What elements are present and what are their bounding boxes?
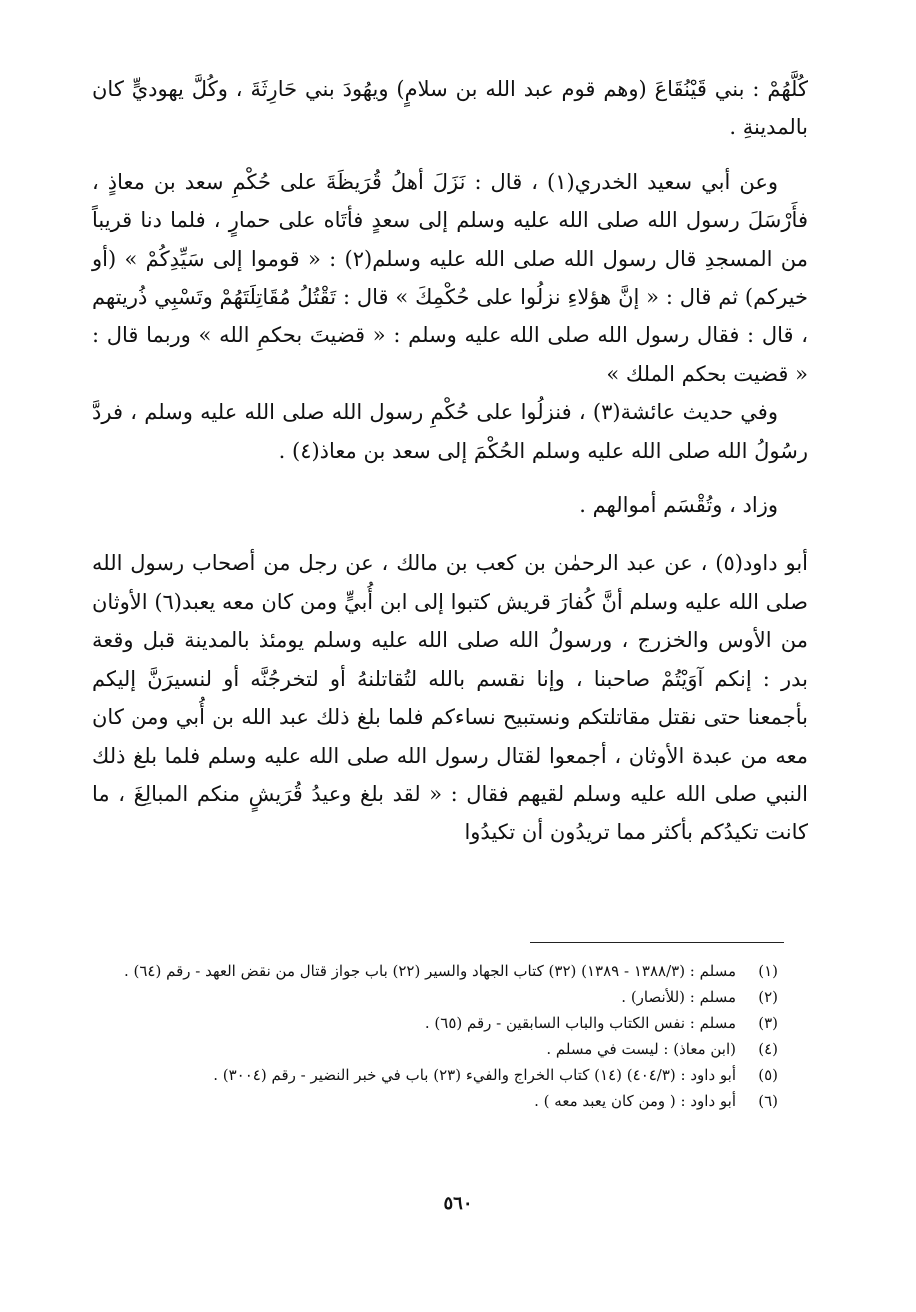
footnote <box>92 1036 808 1062</box>
footnote-text: أبو داود : ( ومن كان يعبد معه ) . <box>534 1092 736 1110</box>
footnote <box>92 984 808 1010</box>
footnote <box>92 958 808 984</box>
page-number: ٥٦٠ <box>443 1193 473 1214</box>
paragraph-5: أبو داود(٥) ، عن عبد الرحمٰن بن كعب بن مالك ، عن رجل من أصحاب رسول الله صلى الله عليه وسلم أنَّ كُفارَ قريش كتبوا إلى ابن أُبيٍّ ومن كان معه يعبد(٦) الأوثان من الأوس والخزرج ، ورسولُ الله صلى الله عليه وسلم يومئذ بالمدينة قبل وقعة بدر : إنكم آوَيْتُمْ صاحبنا ، وإنا نقسم بالله لتُقاتلنهُ أو لتخرجُنَّه أو لنسيرَنَّ إليكم بأجمعنا حتى نقتل مقاتلتكم ونستبيح نساءكم فلما بلغ ذلك عبد الله بن أُبي ومن كان معه من عبدة الأوثان ، أجمعوا لقتال رسول الله صلى الله عليه وسلم فلما بلغ ذلك النبي صلى الله عليه وسلم لقيهم فقال : « لقد بلغ وعيدُ قُرَيشٍ منكم المبالِغَ ، ما كانت تكيدُكم بأكثر مما تريدُون أن تكيدُوا <box>92 551 809 845</box>
paragraph-2: وعن أبي سعيد الخدري(١) ، قال : نَزَلَ أهلُ قُرَيظَةَ على حُكْمِ سعد بن معاذٍ ، فأَرْسَلَ رسول الله صلى الله عليه وسلم إلى سعدٍ فأتَاه على حمارٍ ، فلما دنا قريباً من المسجدِ قال رسول الله صلى الله عليه وسلم(٢) : « قوموا إلى سَيِّدِكُمْ » (أو خيركم) ثم قال : « إنَّ هؤلاءِ نزلُوا على حُكْمِكَ » قال : تَقْتُلُ مُقَاتِلَتَهُمْ وتَسْبِي ذُريتهم ، قال : فقال رسول الله صلى الله عليه وسلم : « قضيتَ بحكمِ الله » وربما قال : « قضيت بحكم الملك » <box>92 169 808 386</box>
paragraph-4: وزاد ، وتُقْسَم أموالهم . <box>579 493 778 518</box>
footnote-number: (٦) <box>758 1092 778 1110</box>
paragraph-3: وفي حديث عائشة(٣) ، فنزلُوا على حُكْمِ رسول الله صلى الله عليه وسلم ، فردَّ رسُولُ الله صلى الله عليه وسلم الحُكْمَ إلى سعد بن معاذ(٤) . <box>92 400 808 463</box>
footnote <box>92 1010 808 1036</box>
footnote-number: (٢) <box>758 988 778 1006</box>
footnote-text: مسلم : (١٣٨٨/٣ - ١٣٨٩) (٣٢) كتاب الجهاد والسير (٢٢) باب جواز قتال من نقض العهد - رقم (٦٤) . <box>123 962 736 980</box>
footnote <box>92 1062 808 1088</box>
footnote-number: (٣) <box>758 1014 778 1032</box>
footnote-text: مسلم : (للأنصار) . <box>621 988 736 1006</box>
main-text <box>92 70 808 852</box>
footnote-text: (ابن معاذ) : ليست في مسلم . <box>546 1040 736 1058</box>
paragraph-1: كُلَّهُمْ : بني قَيْنُقَاعَ (وهم قوم عبد الله بن سلامٍ) ويهُودَ بني حَارِثَةَ ، وكُلَّ يهوديٍّ كان بالمدينةِ . <box>92 77 808 140</box>
footnote-divider <box>530 942 784 943</box>
footnote-number: (٤) <box>758 1040 778 1058</box>
footnote <box>92 1088 808 1114</box>
footnote-number: (٥) <box>758 1066 778 1084</box>
footnote-number: (١) <box>758 962 778 980</box>
footnote-text: مسلم : نفس الكتاب والباب السابقين - رقم (٦٥) . <box>424 1014 736 1032</box>
footnote-text: أبو داود : (٤٠٤/٣) (١٤) كتاب الخراج والفيء (٢٣) باب في خبر النضير - رقم (٣٠٠٤) . <box>213 1066 736 1084</box>
footnotes <box>92 958 808 1114</box>
